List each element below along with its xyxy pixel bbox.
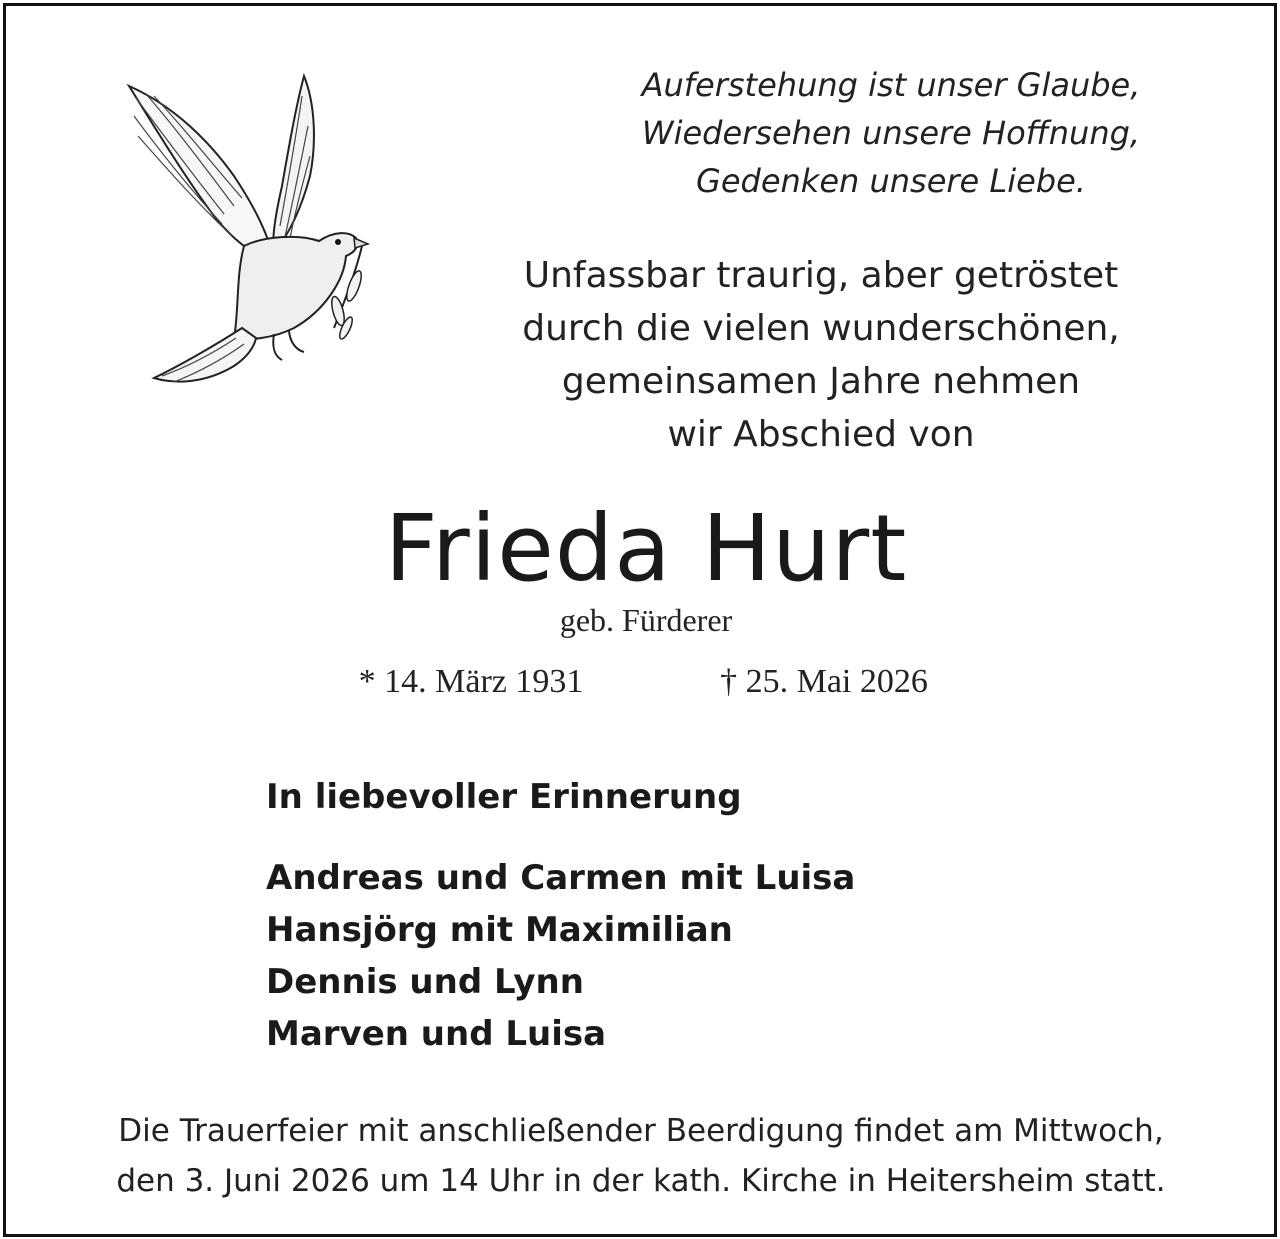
birth-date: * 14. März 1931 xyxy=(358,663,584,700)
mourner-entry: Marven und Luisa xyxy=(266,1014,607,1054)
intro-line: gemeinsamen Jahre nehmen xyxy=(561,361,1081,402)
mourner-entry: Hansjörg mit Maximilian xyxy=(266,910,733,950)
mourner-list xyxy=(266,852,855,1060)
quote-line: Wiedersehen unsere Hoffnung, xyxy=(641,114,1141,152)
mourner-entry: Andreas und Carmen mit Luisa xyxy=(266,858,856,898)
intro-line: wir Abschied von xyxy=(667,414,975,455)
quote-line: Gedenken unsere Liebe. xyxy=(696,162,1086,200)
quote-line: Auferstehung ist unser Glaube, xyxy=(641,66,1141,104)
intro-line: Unfassbar traurig, aber getröstet xyxy=(523,255,1119,296)
epitaph-quote xyxy=(566,61,1216,205)
memory-heading: In liebevoller Erinnerung xyxy=(266,777,742,817)
funeral-line: Die Trauerfeier mit anschließender Beerdigung findet am Mittwoch, xyxy=(118,1113,1164,1149)
dove-with-olive-branch-icon xyxy=(124,66,374,396)
intro-line: durch die vielen wunderschönen, xyxy=(522,308,1120,349)
funeral-details xyxy=(36,1106,1246,1206)
obituary-notice xyxy=(3,3,1277,1237)
death-date: † 25. Mai 2026 xyxy=(720,663,928,700)
maiden-name: geb. Fürderer xyxy=(559,602,733,638)
funeral-line: den 3. Juni 2026 um 14 Uhr in der kath. Kirche in Heitersheim statt. xyxy=(116,1163,1166,1199)
farewell-intro xyxy=(476,249,1166,461)
mourner-entry: Dennis und Lynn xyxy=(266,962,584,1002)
deceased-name: Frieda Hurt xyxy=(384,495,908,602)
